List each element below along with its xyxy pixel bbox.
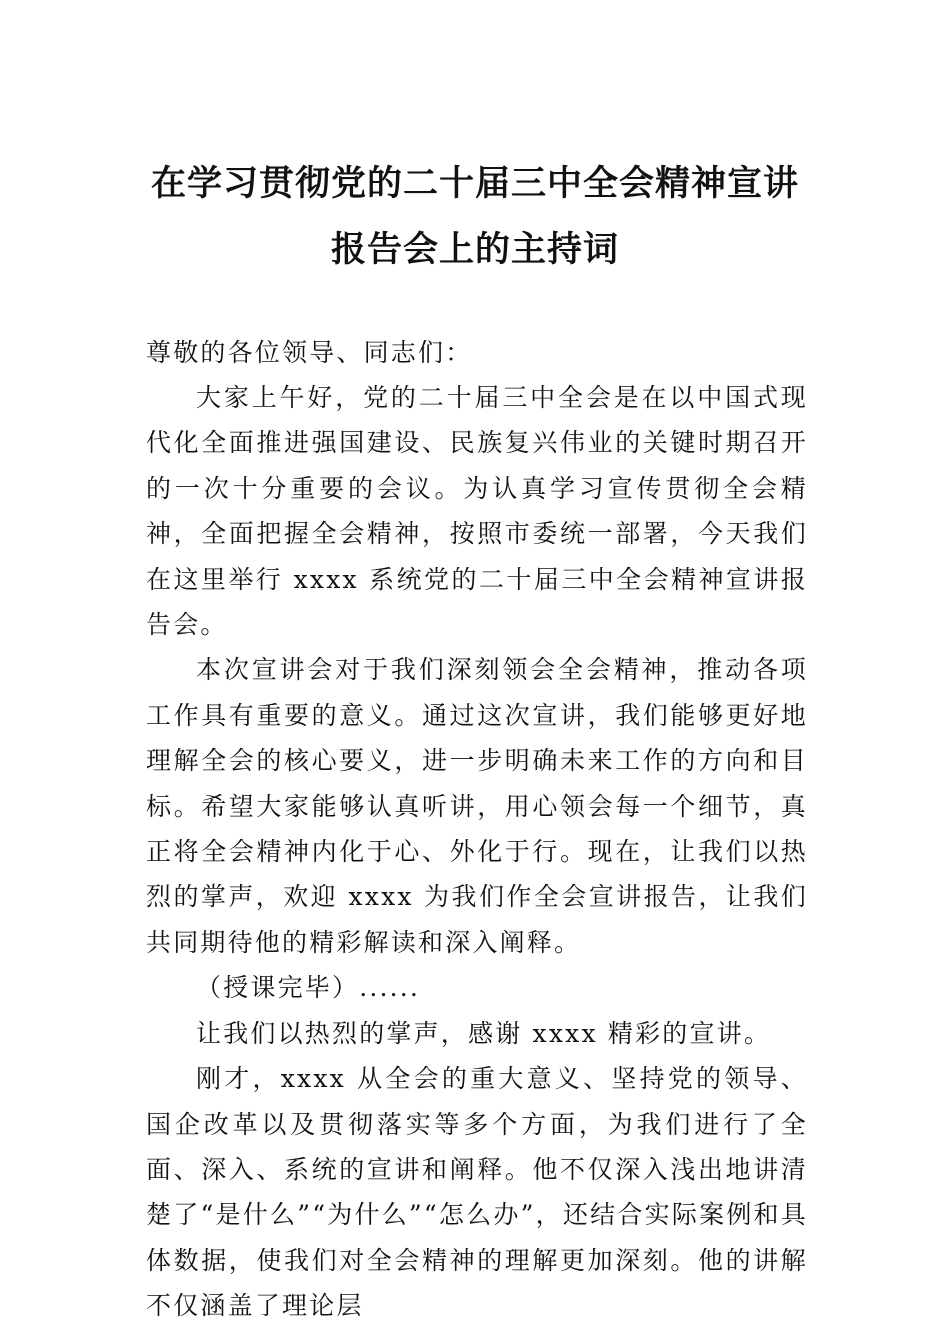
paragraph-opening: 大家上午好，党的二十届三中全会是在以中国式现代化全面推进强国建设、民族复兴伟业的关键时期召开的一次十分重要的会议。为认真学习宣传贯彻全会精神，全面把握全会精神，按照市委统一部署，今天我们在这里举行 xxxx 系统党的二十届三中全会精神宣讲报告会。 (146, 383, 808, 640)
document-title-line-2: 报告会上的主持词 (330, 229, 619, 270)
paragraph-summary: 刚才，xxxx 从全会的重大意义、坚持党的领导、国企改革以及贯彻落实等多个方面，为我们进行了全面、深入、系统的宣讲和阐释。他不仅深入浅出地讲清楚了“是什么”“为什么”“怎么办”，还结合实际案例和具体数据，使我们对全会精神的理解更加深刻。他的讲解不仅涵盖了理论层 (146, 1064, 808, 1321)
document-body (146, 375, 808, 1321)
paragraph-lecture-finished: （授课完毕）...... (196, 973, 421, 1003)
paragraph-significance: 本次宣讲会对于我们深刻领会全会精神，推动各项工作具有重要的意义。通过这次宣讲，我们能够更好地理解全会的核心要义，进一步明确未来工作的方向和目标。希望大家能够认真听讲，用心领会每一个细节，真正将全会精神内化于心、外化于行。现在，让我们以热烈的掌声，欢迎 xxxx 为我们作全会宣讲报告，让我们共同期待他的精彩解读和深入阐释。 (146, 655, 808, 957)
paragraph-thanks: 让我们以热烈的掌声，感谢 xxxx 精彩的宣讲。 (196, 1018, 772, 1048)
document-title-line-1: 在学习贯彻党的二十届三中全会精神宣讲 (150, 163, 799, 204)
salutation: 尊敬的各位领导、同志们： (146, 338, 473, 367)
